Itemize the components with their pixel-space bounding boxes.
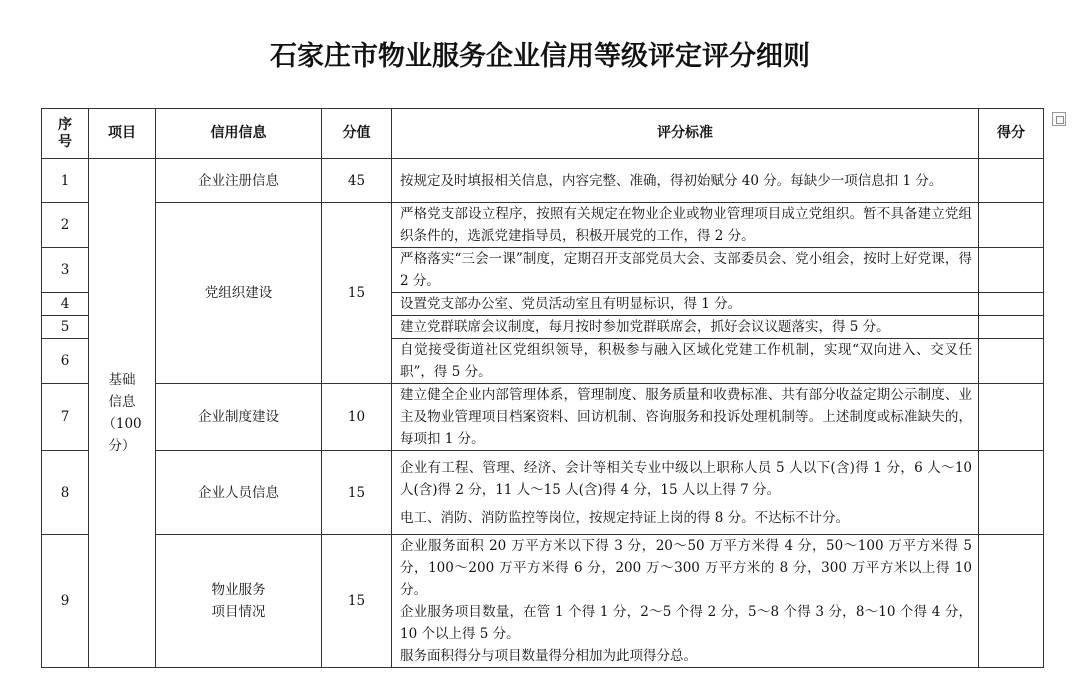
row-score: 45	[322, 159, 392, 203]
standard-paragraph: 服务面积得分与项目数量得分相加为此项得分总。	[400, 648, 697, 664]
table-row	[42, 159, 1044, 203]
row-earned[interactable]	[979, 293, 1044, 316]
header-earned: 得分	[979, 109, 1044, 159]
row-score: 15	[322, 203, 392, 384]
row-score: 15	[322, 451, 392, 535]
row-earned[interactable]	[979, 339, 1044, 384]
header-seq: 序号	[42, 109, 89, 159]
row-earned[interactable]	[979, 248, 1044, 293]
row-seq: 4	[42, 293, 89, 316]
row-info: 企业制度建设	[156, 384, 322, 451]
category-line: （100	[102, 416, 142, 432]
table-row	[42, 203, 1044, 248]
table-header-row	[42, 109, 1044, 159]
table-row	[42, 535, 1044, 668]
page-title: 石家庄市物业服务企业信用等级评定评分细则	[270, 41, 810, 72]
row-seq: 9	[42, 535, 89, 668]
row-info: 企业人员信息	[156, 451, 322, 535]
row-info	[156, 535, 322, 668]
row-seq: 2	[42, 203, 89, 248]
row-earned[interactable]	[979, 535, 1044, 668]
row-seq: 3	[42, 248, 89, 293]
header-standard: 评分标准	[392, 109, 979, 159]
row-standard: 严格党支部设立程序，按照有关规定在物业企业或物业管理项目成立党组织。暂不具备建立党组织条件的，选派党建指导员，积极开展党的工作，得 2 分。	[392, 203, 979, 248]
row-earned[interactable]	[979, 384, 1044, 451]
row-seq: 7	[42, 384, 89, 451]
view-toggle-icon[interactable]	[1052, 112, 1066, 126]
category-line: 分）	[108, 438, 136, 454]
row-standard: 设置党支部办公室、党员活动室且有明显标识，得 1 分。	[392, 293, 979, 316]
row-info: 党组织建设	[156, 203, 322, 384]
standard-paragraph: 电工、消防、消防监控等岗位，按规定持证上岗的得 8 分。不达标不计分。	[400, 509, 850, 526]
category-line: 基础	[108, 372, 136, 388]
row-seq: 8	[42, 451, 89, 535]
row-standard: 自觉接受街道社区党组织领导，积极参与融入区域化党建工作机制，实现“双向进入、交叉任职”，得 5 分。	[392, 339, 979, 384]
standard-paragraph: 企业有工程、管理、经济、会计等相关专业中级以上职称人员 5 人以下(含)得 1 分，6 人～10 人(含)得 2 分，11 人～15 人(含)得 4 分，15 人以上得 7 分。	[400, 459, 972, 498]
info-line: 项目情况	[211, 604, 266, 620]
row-seq: 6	[42, 339, 89, 384]
row-seq: 5	[42, 316, 89, 339]
header-score: 分值	[322, 109, 392, 159]
row-standard	[392, 535, 979, 668]
scoring-table	[41, 108, 1044, 668]
row-standard: 严格落实“三会一课”制度，定期召开支部党员大会、支部委员会、党小组会，按时上好党课，得 2 分。	[392, 248, 979, 293]
standard-paragraph: 企业服务面积 20 万平方米以下得 3 分，20～50 万平方米得 4 分，50～100 万平方米得 5 分，100～200 万平方米得 6 分，200 万～300 万平方米的 8 分，300 万平方米以上得 10 分。	[400, 538, 972, 598]
standard-paragraph: 企业服务项目数量，在管 1 个得 1 分，2～5 个得 2 分，5～8 个得 3 分，8～10 个得 4 分，10 个以上得 5 分。	[400, 604, 972, 642]
header-info: 信用信息	[156, 109, 322, 159]
row-standard	[392, 451, 979, 535]
table-row	[42, 451, 1044, 535]
table-row	[42, 384, 1044, 451]
header-item: 项目	[89, 109, 156, 159]
row-seq: 1	[42, 159, 89, 203]
row-score: 10	[322, 384, 392, 451]
category-cell	[89, 159, 156, 668]
info-line: 物业服务	[211, 582, 266, 598]
row-standard: 按规定及时填报相关信息，内容完整、准确，得初始赋分 40 分。每缺少一项信息扣 1 分。	[392, 159, 979, 203]
row-standard: 建立党群联席会议制度，每月按时参加党群联席会，抓好会议议题落实，得 5 分。	[392, 316, 979, 339]
row-info: 企业注册信息	[156, 159, 322, 203]
row-earned[interactable]	[979, 316, 1044, 339]
row-standard: 建立健全企业内部管理体系，管理制度、服务质量和收费标准、共有部分收益定期公示制度、业主及物业管理项目档案资料、回访机制、咨询服务和投诉处理机制等。上述制度或标准缺失的，每项扣 1 分。	[392, 384, 979, 451]
row-score: 15	[322, 535, 392, 668]
row-earned[interactable]	[979, 451, 1044, 535]
row-earned[interactable]	[979, 159, 1044, 203]
row-earned[interactable]	[979, 203, 1044, 248]
category-line: 信息	[108, 394, 136, 410]
